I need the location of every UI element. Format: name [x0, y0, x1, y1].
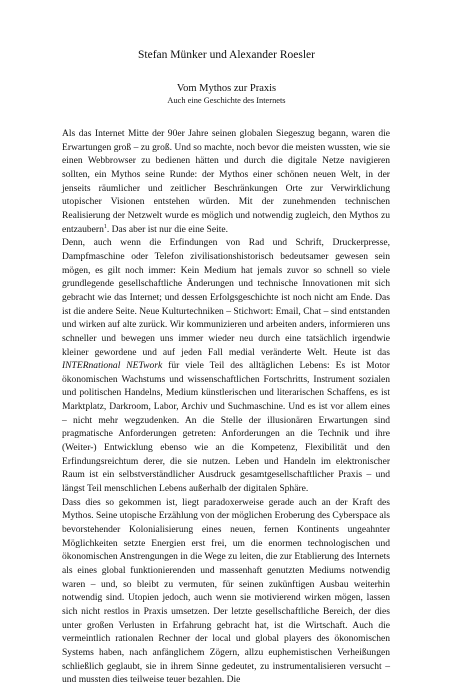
paragraph-1-text: Als das Internet Mitte der 90er Jahre seinen globalen Siegeszug begann, waren die Erwartungen groß – zu groß. Und so machte, noch bevor die meisten wussten, wie sie einen Webbrowser zu bedienen hätten und durch die digitale Netze navigieren sollten, ein Mythos seine Runde: der Mythos einer schönen neuen Welt, in der jenseits räumlicher und zeitlicher Beschränkungen Orte zur Verwirklichung utopischer Visionen entstehen würden. Mit der zunehmenden technischen Realisierung der Netzwelt wurde es möglich und notwendig zugleich, den Mythos zu entzaubern — [62, 128, 390, 235]
paragraph-2-start: Denn, auch wenn die Erfindungen von Rad und Schrift, Druckerpresse, Dampfmaschine oder Telefon zivilisationshistorisch bedeutsamer gewesen sein mögen, es gilt noch immer: Kein Medium hat jemals zuvor so schnell so viele grundlegende gesellschaftliche Änderungen und technische Innovationen mit sich gebracht wie das Internet; und dessen Erfolgsgeschichte ist noch nicht am Ende. Das ist die andere Seite. Neue Kulturtechniken – Stichwort: Email, Chat – sind entstanden und wirken auf alte zurück. Wir kommunizieren und arbeiten anders, informieren uns schneller und bewegen uns immer wieder neu durch eine tatsächlich irgendwie kleiner gewordene und auf jeden Fall medial veränderte Welt. Heute ist das — [62, 237, 390, 358]
document-subtitle: Auch eine Geschichte des Internets — [167, 96, 286, 105]
paragraph-1 — [62, 127, 390, 236]
paragraph-3-text: Dass dies so gekommen ist, liegt paradoxerweise gerade auch an der Kraft des Mythos. Seine utopische Erzählung von der möglichen Eroberung des Cyberspace als bevorstehender Kolonialisierung eines neuen, fernen Kontinents ungeahnter Möglichkeiten setzte Energien erst frei, um die enormen technologischen und ökonomischen Anstrengungen in die Wege zu leiten, die zur Etablierung des Internets als eines global funktionierenden und massenhaft genutzten Mediums notwendig waren – und, so bleibt zu vermuten, für seinen zukünftigen Ausbau weiterhin notwendig sind. Utopien jedoch, auch wenn sie motivierend wirken mögen, lassen sich nicht restlos in Praxis umsetzen. Der letzte gesellschaftliche Bereich, der dies unter großen Verlusten in Erfahrung gebracht hat, ist die Wirtschaft. Auch die vermeintlich rationalen Rechner der local und global players des ökonomischen Systems haben, nach anfänglichem Zögern, allzu euphemistischen Verheißungen schließlich geglaubt, sie in ihrem Sinne gedeutet, zu instrumentalisieren versucht – und mussten dies teilweise teuer bezahlen. Die — [62, 496, 390, 686]
internet-term: INTERnational NETwork — [62, 360, 163, 372]
body-text — [62, 127, 390, 687]
paragraph-3 — [62, 496, 390, 687]
footnote-marker[interactable]: 1 — [103, 223, 107, 230]
document-title: Vom Mythos zur Praxis — [176, 83, 277, 94]
authors-line: Stefan Münker und Alexander Roesler — [138, 49, 315, 61]
paragraph-1-end: . Das aber ist nur die eine Seite. — [106, 223, 229, 235]
paragraph-2-end: für viele Teil des alltäglichen Lebens: Es ist Motor ökonomischen Wachstums und wissenschaftlichen Fortschritts, Instrument sozialen und politischen Handelns, Medium künstlerischen und literarischen Schaffens, es ist Marktplatz, Darkroom, Labor, Archiv und Suchmaschine. Und es ist vor allem eines – nicht mehr wegzudenken. An die Stelle der illusionären Erwartungen sind pragmatische Anforderungen getreten: Anforderungen an die Technik und ihre (Weiter-) Entwicklung ebenso wie an die Kompetenz, Flexibilität und den Erfindungsreichtum derer, die sie nutzen. Leben und Handeln im elektronischer Raum ist ein selbstverständlicher Ausdruck gesamtgesellschaftlicher Praxis – und längst Teil menschlichen Lebens außerhalb der digitalen Sphäre. — [62, 360, 390, 495]
paragraph-2 — [62, 236, 390, 495]
